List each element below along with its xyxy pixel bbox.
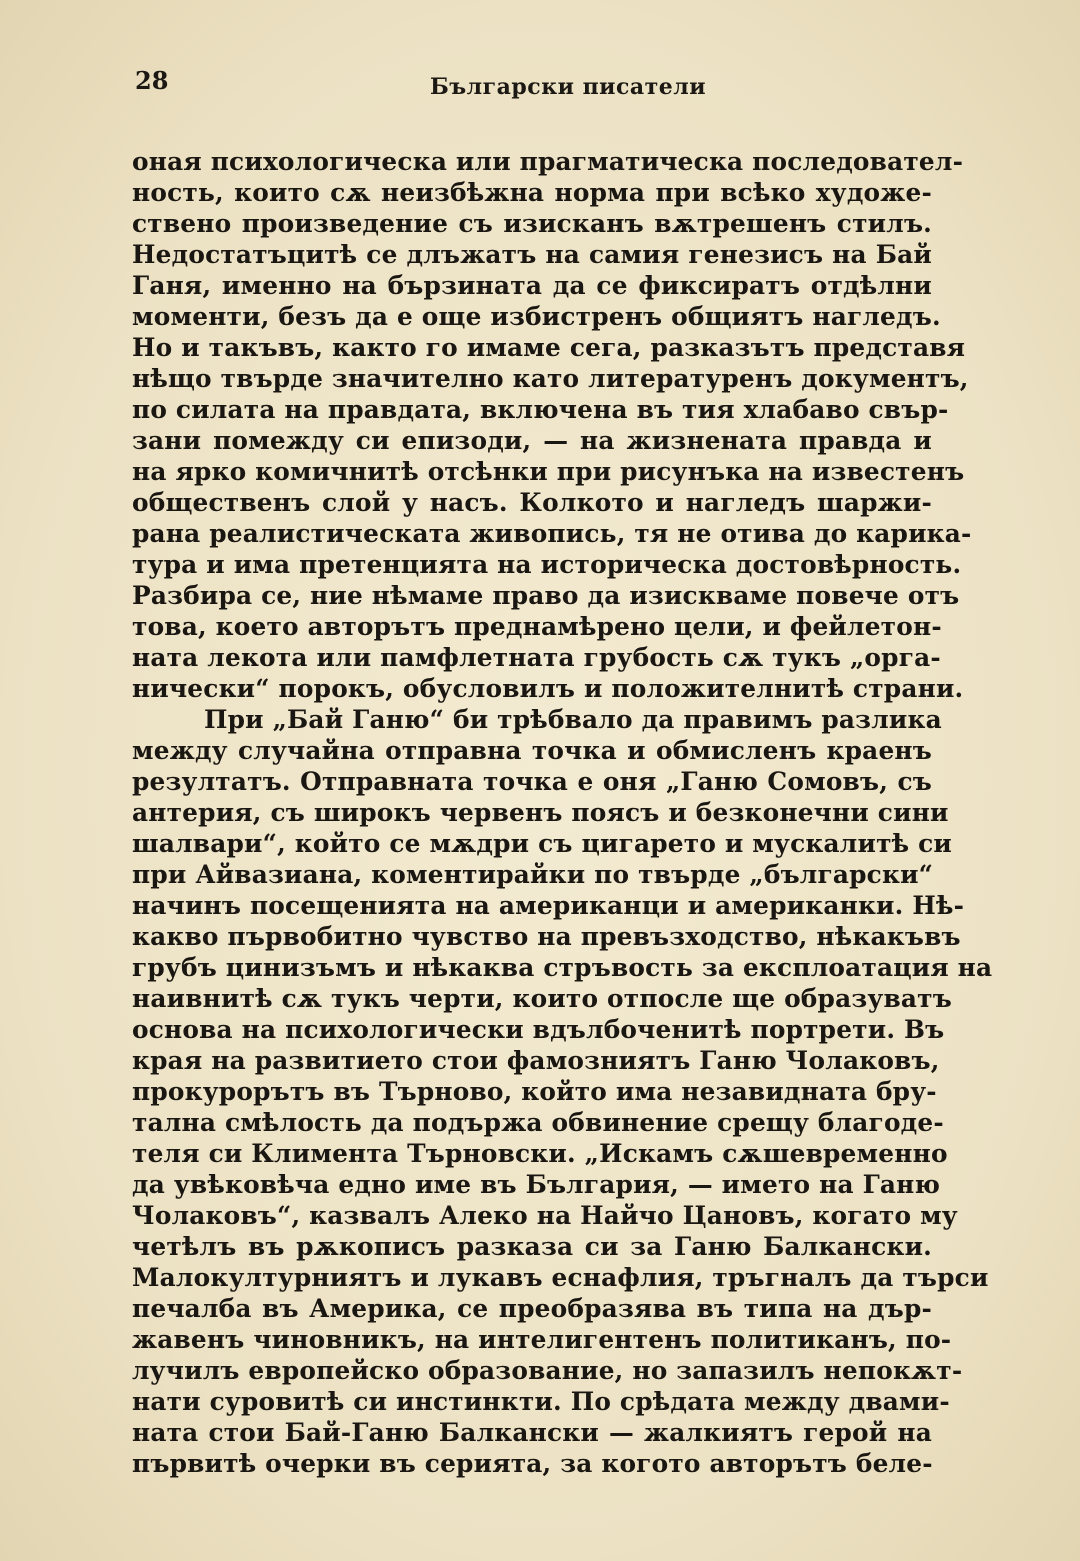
text-line: на ярко комичнитѣ отсѣнки при рисунъка на известенъ xyxy=(132,457,965,486)
text-line: шалвари“, който се мѫдри съ цигарето и мускалитѣ си xyxy=(132,829,952,858)
text-line: печалба въ Америка, се преобразява въ типа на дър- xyxy=(132,1294,932,1323)
text-line: при Айвазиана, коментирайки по твърде „български“ xyxy=(132,860,934,889)
text-line: моменти, безъ да е още избистренъ общиятъ нагледъ. xyxy=(132,302,941,331)
text-line: теля си Климента Търновски. „Искамъ сѫшевременно xyxy=(132,1139,948,1168)
text-line: Чолаковъ“, казвалъ Алеко на Найчо Цановъ, когато му xyxy=(132,1201,958,1230)
page-number: 28 xyxy=(135,66,169,95)
text-line: рана реалистическата живопись, тя не отива до карика- xyxy=(132,519,972,548)
text-line: четѣлъ въ рѫкописъ разказа си за Ганю Балкански. xyxy=(132,1232,932,1261)
text-line: лучилъ европейско образование, но запазилъ непокѫт- xyxy=(132,1356,963,1385)
text-line: резултатъ. Отправната точка е оня „Ганю Сомовъ, съ xyxy=(132,767,932,796)
text-line: ната стои Бай-Ганю Балкански — жалкиятъ герой на xyxy=(132,1418,932,1447)
text-line: нѣщо твърде значително като литературенъ документъ, xyxy=(132,364,969,393)
paragraph-start-line: При „Бай Ганю“ би трѣбвало да правимъ разлика xyxy=(204,705,942,734)
text-line: по силата на правдата, включена въ тия хлабаво свър- xyxy=(132,395,949,424)
text-line: начинъ посещенията на американци и американки. Нѣ- xyxy=(132,891,965,920)
text-line: какво първобитно чувство на превъзходство, нѣкакъвъ xyxy=(132,922,961,951)
text-line: тура и има претенцията на историческа достовѣрность. xyxy=(132,550,962,579)
text-line: Ганя, именно на бързината да се фиксиратъ отдѣлни xyxy=(132,271,932,300)
text-line: антерия, съ широкъ червенъ поясъ и безконечни сини xyxy=(132,798,949,827)
text-line: да увѣковѣча едно име въ България, — името на Ганю xyxy=(132,1170,941,1199)
text-line: прокурорътъ въ Търново, който има незавидната бру- xyxy=(132,1077,937,1106)
text-line: жавенъ чиновникъ, на интелигентенъ политиканъ, по- xyxy=(132,1325,952,1354)
text-line: нати суровитѣ си инстинкти. По срѣдата между двами- xyxy=(132,1387,950,1416)
text-line: ната лекота или памфлетната грубость сѫ тукъ „орга- xyxy=(132,643,941,672)
text-line: Малокултурниятъ и лукавъ еснафлия, тръгналъ да търси xyxy=(132,1263,989,1292)
text-line: Недостатъцитѣ се длъжатъ на самия генезисъ на Бай xyxy=(132,240,932,269)
text-line: това, което авторътъ преднамѣрено цели, и фейлетон- xyxy=(132,612,942,641)
text-line: оная психологическа или прагматическа последовател- xyxy=(132,147,964,176)
text-line: наивнитѣ сѫ тукъ черти, които отпосле ще образуватъ xyxy=(132,984,952,1013)
text-line: грубъ цинизъмъ и нѣкаква стръвость за експлоатация на xyxy=(132,953,993,982)
running-title: Български писатели xyxy=(430,74,707,100)
text-line: тална смѣлость да подържа обвинение срещу благоде- xyxy=(132,1108,944,1137)
text-line: Но и такъвъ, както го имаме сега, разказътъ представя xyxy=(132,333,966,362)
text-line: общественъ слой у насъ. Колкото и нагледъ шаржи- xyxy=(132,488,932,517)
body-text xyxy=(132,146,993,1479)
text-line: ствено произведение съ изисканъ вѫтрешенъ стилъ. xyxy=(132,209,932,238)
text-line: първитѣ очерки въ серията, за когото авторътъ беле- xyxy=(132,1449,933,1478)
text-line: края на развитието стои фамозниятъ Ганю Чолаковъ, xyxy=(132,1046,940,1075)
text-line: ность, които сѫ неизбѣжна норма при всѣко художе- xyxy=(132,178,932,207)
text-line: основа на психологически вдълбоченитѣ портрети. Въ xyxy=(132,1015,945,1044)
text-line: между случайна отправна точка и обмисленъ краенъ xyxy=(132,736,932,765)
text-line: нически“ порокъ, обусловилъ и положителнитѣ страни. xyxy=(132,674,964,703)
text-line: зани помежду си епизоди, — на жизнената правда и xyxy=(132,426,932,455)
text-line: Разбира се, ние нѣмаме право да изискваме повече отъ xyxy=(132,581,960,610)
